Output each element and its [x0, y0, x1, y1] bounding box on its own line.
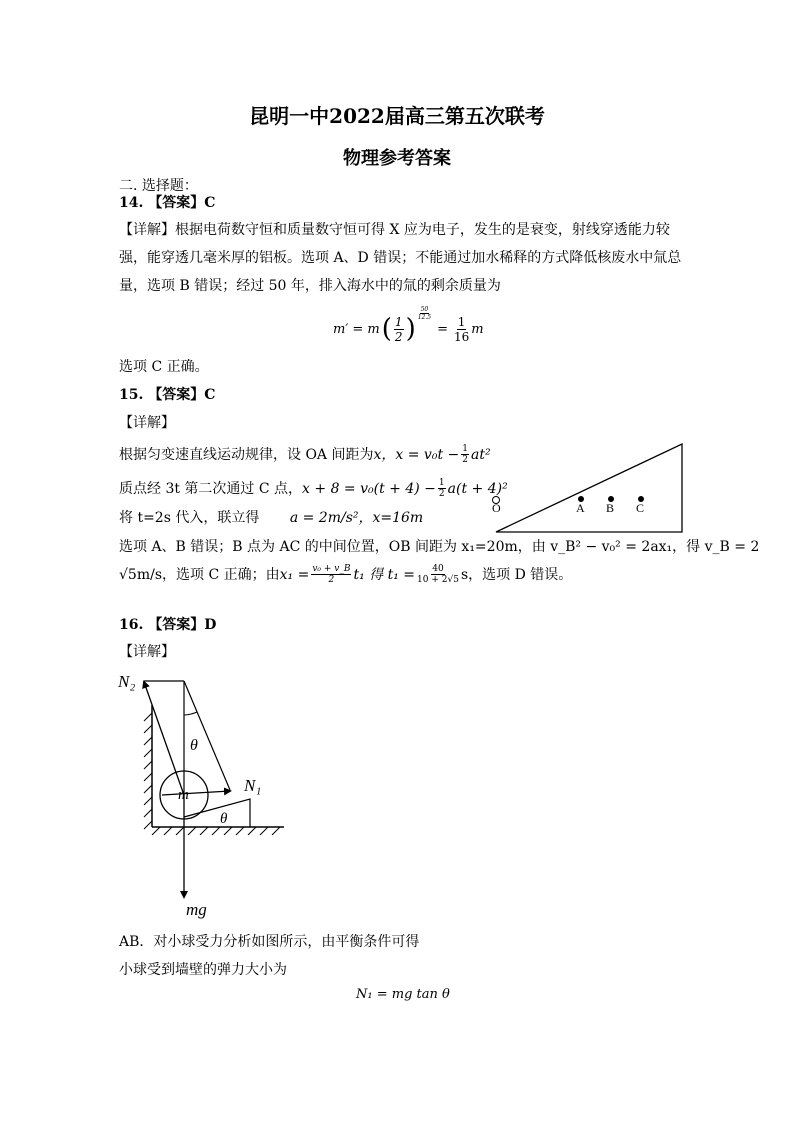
- q16-answer-head: 16. 【答案】D: [119, 617, 217, 633]
- q14-formula-lhs: m′ = m: [333, 321, 380, 337]
- q15-line5-d: s，选项 D 错误。: [460, 566, 573, 583]
- label-o: O: [492, 501, 501, 515]
- q14-formula-base: [394, 315, 404, 344]
- q15-line3-text: 将 t=2s 代入，联立得: [119, 510, 260, 526]
- ground-hatching: [152, 827, 280, 835]
- q15-line1-text: 根据匀变速直线运动规律，设 OA 间距为: [119, 446, 374, 463]
- q15-line2-math: x + 8 = v₀(t + 4) −: [302, 480, 436, 497]
- frac-den: 2: [438, 489, 445, 499]
- equals-sign: =: [437, 321, 448, 337]
- n1-parallel-line: [184, 681, 230, 790]
- frac-num: 1: [462, 444, 468, 454]
- q15-line5-a: √5m/s，选项 C 正确；由: [119, 566, 280, 583]
- q15-answer-head: 15. 【答案】C: [119, 387, 216, 403]
- q15-line5-b: x₁ =: [279, 566, 310, 583]
- q16-detail-label: 【详解】: [119, 644, 175, 660]
- q14-formula: [333, 304, 484, 354]
- base-num: 1: [394, 314, 403, 329]
- theta-arc: [184, 712, 197, 715]
- base-den: 2: [394, 329, 403, 344]
- q15-line1: [119, 444, 491, 465]
- section-label: 二. 选择题：: [119, 178, 198, 194]
- exp-num: 50: [420, 306, 429, 313]
- wedge: [184, 799, 250, 827]
- q15-line1-math: x，x = v₀t −: [373, 446, 460, 463]
- mass-label: m: [178, 787, 189, 803]
- q14-detail-line1: 【详解】根据电荷数守恒和质量数守恒可得 X 应为电子，发生的是衰变，射线穿透能力较: [119, 222, 670, 238]
- q15-line3-math: a = 2m/s²，x=16m: [289, 510, 424, 526]
- theta-top-label: θ: [190, 737, 198, 754]
- q15-line4: 选项 A、B 错误；B 点为 AC 的中间位置，OB 间距为 x₁=20m，由 v_B² − v₀² = 2ax₁，得 v_B = 2: [119, 539, 760, 555]
- frac-num: v₀ + v_B: [312, 564, 351, 574]
- q16-line2: 小球受到墙壁的弹力大小为: [119, 962, 287, 978]
- incline-triangle: [496, 444, 682, 532]
- q16-line1: AB．对小球受力分析如图所示，由平衡条件可得: [119, 934, 420, 950]
- frac-den: 2: [328, 575, 335, 585]
- page-title: 昆明一中2022届高三第五次联考: [249, 104, 545, 128]
- q14-answer-head: 14. 【答案】C: [119, 195, 216, 211]
- n1-arrow: [162, 791, 230, 795]
- frac-num: 40: [432, 564, 444, 574]
- wall-hatching: [144, 713, 152, 829]
- q15-line2-frac: [438, 478, 446, 499]
- paren-left: (: [381, 314, 392, 344]
- paren-right: ): [405, 314, 416, 344]
- q16-formula: N₁ = mg tan θ: [356, 987, 450, 1002]
- q14-detail-line3: 量，选项 B 错误；经过 50 年，排入海水中的氚的剩余质量为: [119, 278, 501, 294]
- q15-line2: [119, 478, 508, 499]
- frac-num: 1: [438, 478, 445, 488]
- q15-detail-label: 【详解】: [119, 415, 175, 431]
- incline-diagram: [486, 440, 686, 535]
- force-diagram: [112, 665, 292, 920]
- q14-formula-result: [454, 315, 469, 344]
- label-a: A: [576, 501, 585, 515]
- page-subtitle: 物理参考答案: [343, 148, 451, 169]
- res-tail: m: [471, 321, 484, 337]
- res-den: 16: [453, 329, 470, 344]
- q15-line5-frac2: [417, 564, 459, 585]
- mg-label: mg: [186, 900, 207, 919]
- q15-line1-frac: [461, 444, 469, 465]
- q15-line2-text: 质点经 3t 第二次通过 C 点，: [119, 480, 303, 497]
- n2-label: N₂: [118, 672, 136, 691]
- label-b: B: [606, 501, 615, 515]
- q14-conclusion: 选项 C 正确。: [119, 359, 209, 375]
- theta-bottom-label: θ: [220, 811, 228, 827]
- q14-detail-line2: 强，能穿透几毫米厚的铝板。选项 A、D 错误；不能通过加水稀释的方式降低核废水中氚总: [119, 250, 682, 266]
- n1-label: N₁: [244, 776, 262, 795]
- q15-line1-math-tail: at²: [470, 446, 491, 463]
- q15-line3: [119, 508, 423, 528]
- label-c: C: [636, 501, 645, 515]
- res-num: 1: [457, 314, 466, 329]
- q15-line5: [119, 564, 572, 585]
- q15-line5-frac1: [311, 564, 351, 585]
- q15-line5-c: t₁ 得 t₁ =: [353, 566, 416, 583]
- q14-formula-exponent: [418, 306, 431, 321]
- exp-den: 12.5: [417, 314, 432, 321]
- frac-den: 2: [462, 455, 468, 465]
- frac-den: 10 + 2√5: [417, 575, 459, 585]
- q15-line2-math-tail: a(t + 4)²: [447, 480, 508, 497]
